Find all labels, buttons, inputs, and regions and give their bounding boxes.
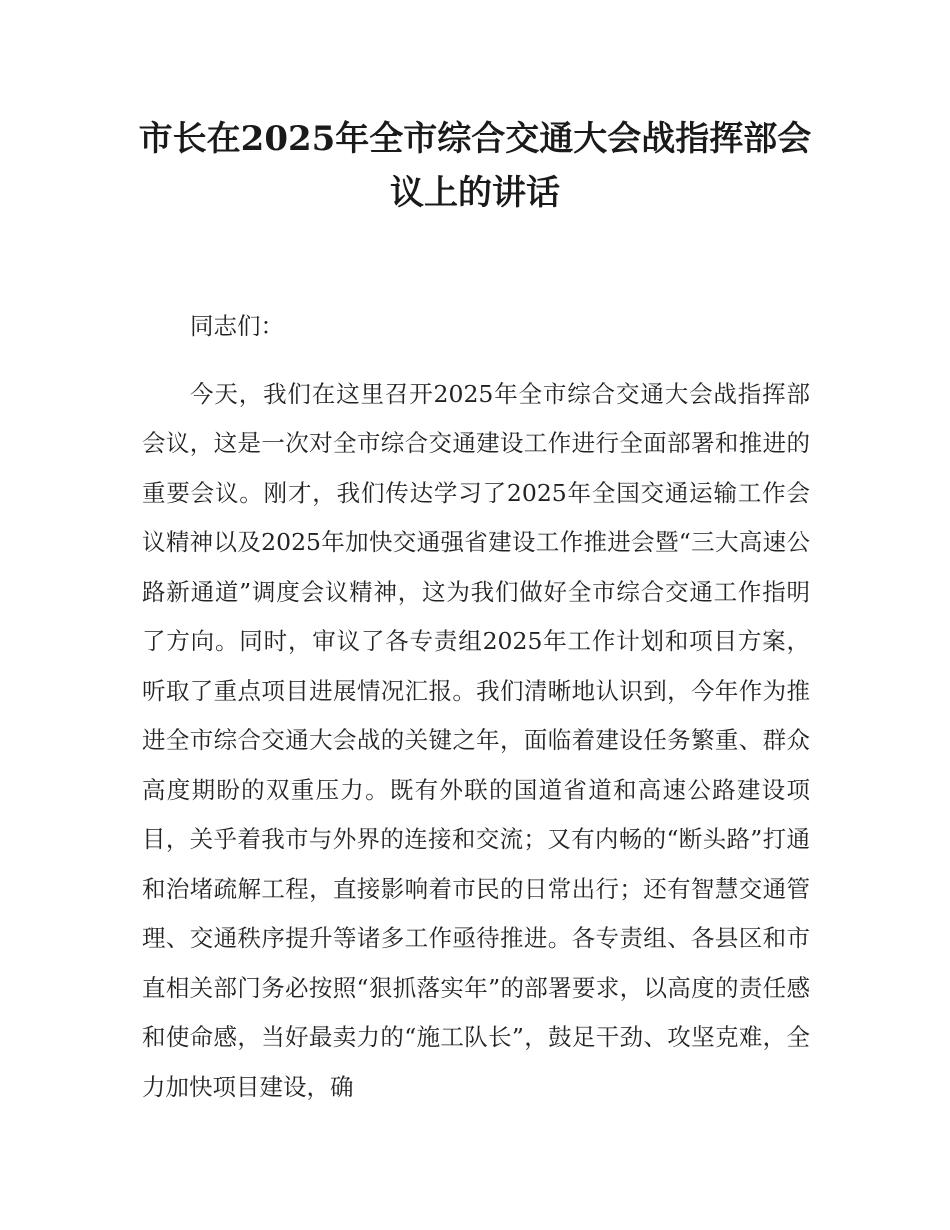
salutation: 同志们： bbox=[190, 312, 284, 340]
title-line-1: 市长在2025年全市综合交通大会战指挥部会 bbox=[138, 119, 812, 159]
document-title bbox=[100, 112, 850, 220]
body-paragraph: 今天，我们在这里召开2025年全市综合交通大会战指挥部会议，这是一次对全市综合交通建设工作进行全面部署和推进的重要会议。刚才，我们传达学习了2025年全国交通运输工作会议精神以及2025年加快交通强省建设工作推进会暨“三大高速公路新通道”调度会议精神，这为我们做好全市综合交通工作指明了方向。同时，审议了各专责组2025年工作计划和项目方案，听取了重点项目进展情况汇报。我们清晰地认识到，今年作为推进全市综合交通大会战的关键之年，面临着建设任务繁重、群众高度期盼的双重压力。既有外联的国道省道和高速公路建设项目，关乎着我市与外界的连接和交流；又有内畅的“断头路”打通和治堵疏解工程，直接影响着市民的日常出行；还有智慧交通管理、交通秩序提升等诸多工作亟待推进。各专责组、各县区和市直相关部门务必按照“狠抓落实年”的部署要求，以高度的责任感和使命感，当好最卖力的“施工队长”，鼓足干劲、攻坚克难，全力加快项目建设，确 bbox=[142, 379, 810, 1101]
title-line-2: 议上的讲话 bbox=[390, 173, 560, 213]
document-body bbox=[142, 302, 810, 1112]
